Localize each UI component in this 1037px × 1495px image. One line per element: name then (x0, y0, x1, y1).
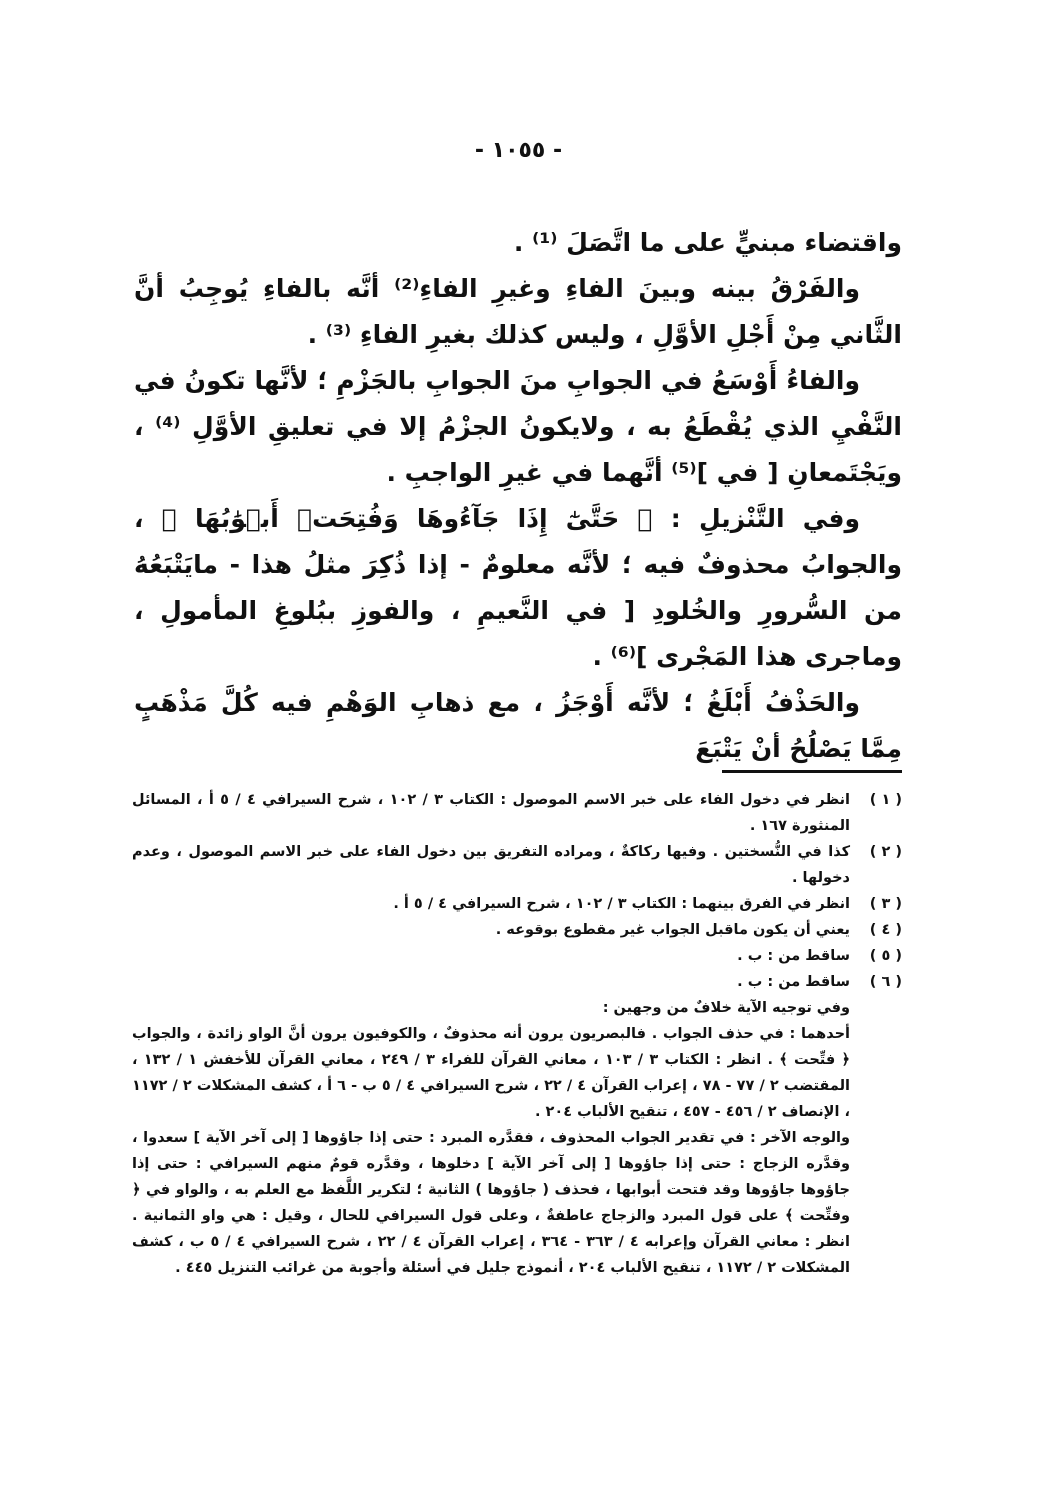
main-paragraph-4: وفي التَّنْزيلِ : ﴿ حَتَّىٰٓ إِذَا جَآءُوهَا وَفُتِحَتۡ أَبۡوَٰبُهَا ﴾ ، والجوابُ محذوفٌ فيه ؛ لأنَّه معلومٌ - إذا ذُكِرَ مثلُ هذا - مايَتْبَعُهُ من السُّرورِ والخُلودِ [ في النَّعيمِ ، والفوزِ ببُلوغِ المأمولِ ، وماجرى هذا المَجْرى ]⁽⁶⁾ . (134, 504, 902, 671)
footnote-text: انظر في الفرق بينهما : الكتاب ٣ / ١٠٢ ، شرح السيرافي ٤ / ٥ أ . (393, 896, 850, 912)
page-number: - ١٠٥٥ - (474, 138, 563, 163)
footnote-6-continuation (132, 995, 850, 1281)
footnote-extra-intro: وفي توجيه الآية خلافٌ من وجهين : (602, 1000, 850, 1016)
footnote-number: ( ٣ ) (869, 896, 902, 912)
main-text (134, 220, 902, 772)
footnote-number: ( ١ ) (869, 792, 902, 808)
footnote-text: ساقط من : ب . (737, 974, 850, 990)
footnote-4 (132, 917, 902, 943)
footnote-number: ( ٦ ) (869, 974, 902, 990)
footnote-extra-second-aspect: والوجه الآخر : في تقدير الجواب المحذوف ، فقدَّره المبرد : حتى إذا جاؤوها [ إلى آخر الآية ] سعدوا ، وقدَّره الزجاج : حتى إذا جاؤوها [ إلى آخر الآية ] دخلوها ، وقدَّره قومٌ منهم السيرافي : حتى إذا جاؤوها جاؤوها وقد فتحت أبوابها ، فحذف ( جاؤوها ) الثانية ؛ لتكرير اللَّفظ مع العلم به ، والواو في ﴿ وفتِّحت ﴾ على قول المبرد والزجاج عاطفةٌ ، وعلى قول السيرافي للحال ، وقيل : هي واو الثمانية . انظر : معاني القرآن وإعرابه ٤ / ٣٦٣ - ٣٦٤ ، إعراب القرآن ٤ / ٢٢ ، شرح السيرافي ٤ / ٥ ب ، كشف المشكلات ٢ / ١١٧٢ ، تنقيح الألباب ٢٠٤ ، أنموذج جليل في أسئلة وأجوبة من غرائب التنزيل ٤٤٥ . (132, 1130, 850, 1276)
footnote-6 (132, 969, 902, 995)
footnote-separator (722, 770, 902, 773)
footnote-3 (132, 891, 902, 917)
footnote-text: يعني أن يكون ماقبل الجواب غير مقطوع بوقوعه . (495, 922, 850, 938)
footnote-number: ( ٢ ) (869, 844, 902, 860)
footnote-text: انظر في دخول الفاء على خبر الاسم الموصول : الكتاب ٣ / ١٠٢ ، شرح السيرافي ٤ / ٥ أ ، المسائل المنثورة ١٦٧ . (132, 792, 850, 834)
footnote-number: ( ٤ ) (869, 922, 902, 938)
main-paragraph-5: والحَذْفُ أَبْلَغُ ؛ لأنَّه أَوْجَزُ ، مع ذهابِ الوَهْمِ فيه كُلَّ مَذْهَبٍ مِمَّا يَصْلُحُ أنْ يَتْبَعَ (134, 688, 902, 763)
footnote-extra-first-aspect: أحدهما : في حذف الجواب . فالبصريون يرون أنه محذوفٌ ، والكوفيون يرون أنَّ الواو زائدة ، والجواب ﴿ فتِّحت ﴾ . انظر : الكتاب ٣ / ١٠٣ ، معاني القرآن للفراء ٣ / ٢٤٩ ، معاني القرآن للأخفش ١ / ١٣٢ ، المقتضب ٢ / ٧٧ - ٧٨ ، إعراب القرآن ٤ / ٢٢ ، شرح السيرافي ٤ / ٥ ب - ٦ أ ، كشف المشكلات ٢ / ١١٧٢ ، الإنصاف ٢ / ٤٥٦ - ٤٥٧ ، تنقيح الألباب ٢٠٤ . (132, 1026, 850, 1120)
main-paragraph-1: واقتضاء مبنيٍّ على ما اتَّصَلَ ⁽¹⁾ . (513, 228, 902, 257)
footnote-text: كذا في النُّسختين . وفيها ركاكةٌ ، ومراده التفريق بين دخول الفاء على خبر الاسم الموصول ، وعدم دخولها . (132, 844, 850, 886)
footnote-2 (132, 839, 902, 891)
footnote-1 (132, 787, 902, 839)
main-paragraph-3: والفاءُ أَوْسَعُ في الجوابِ منَ الجوابِ بالجَزْمِ ؛ لأنَّها تكونُ في النَّفْيِ الذي يُقْطَعُ به ، ولايكونُ الجزْمُ إلا في تعليقِ الأوَّلِ ⁽⁴⁾ ، ويَجْتَمعانِ [ في ]⁽⁵⁾ أنَّهما في غيرِ الواجبِ . (134, 366, 902, 487)
footnote-number: ( ٥ ) (869, 948, 902, 964)
main-paragraph-2: والفَرْقُ بينه وبينَ الفاءِ وغيرِ الفاءِ⁽²⁾ أنَّه بالفاءِ يُوجِبُ أنَّ الثَّاني مِنْ أَجْلِ الأوَّلِ ، وليس كذلك بغيرِ الفاءِ ⁽³⁾ . (134, 274, 902, 349)
footnote-5 (132, 943, 902, 969)
footnotes (132, 787, 902, 1281)
footnote-text: ساقط من : ب . (737, 948, 850, 964)
